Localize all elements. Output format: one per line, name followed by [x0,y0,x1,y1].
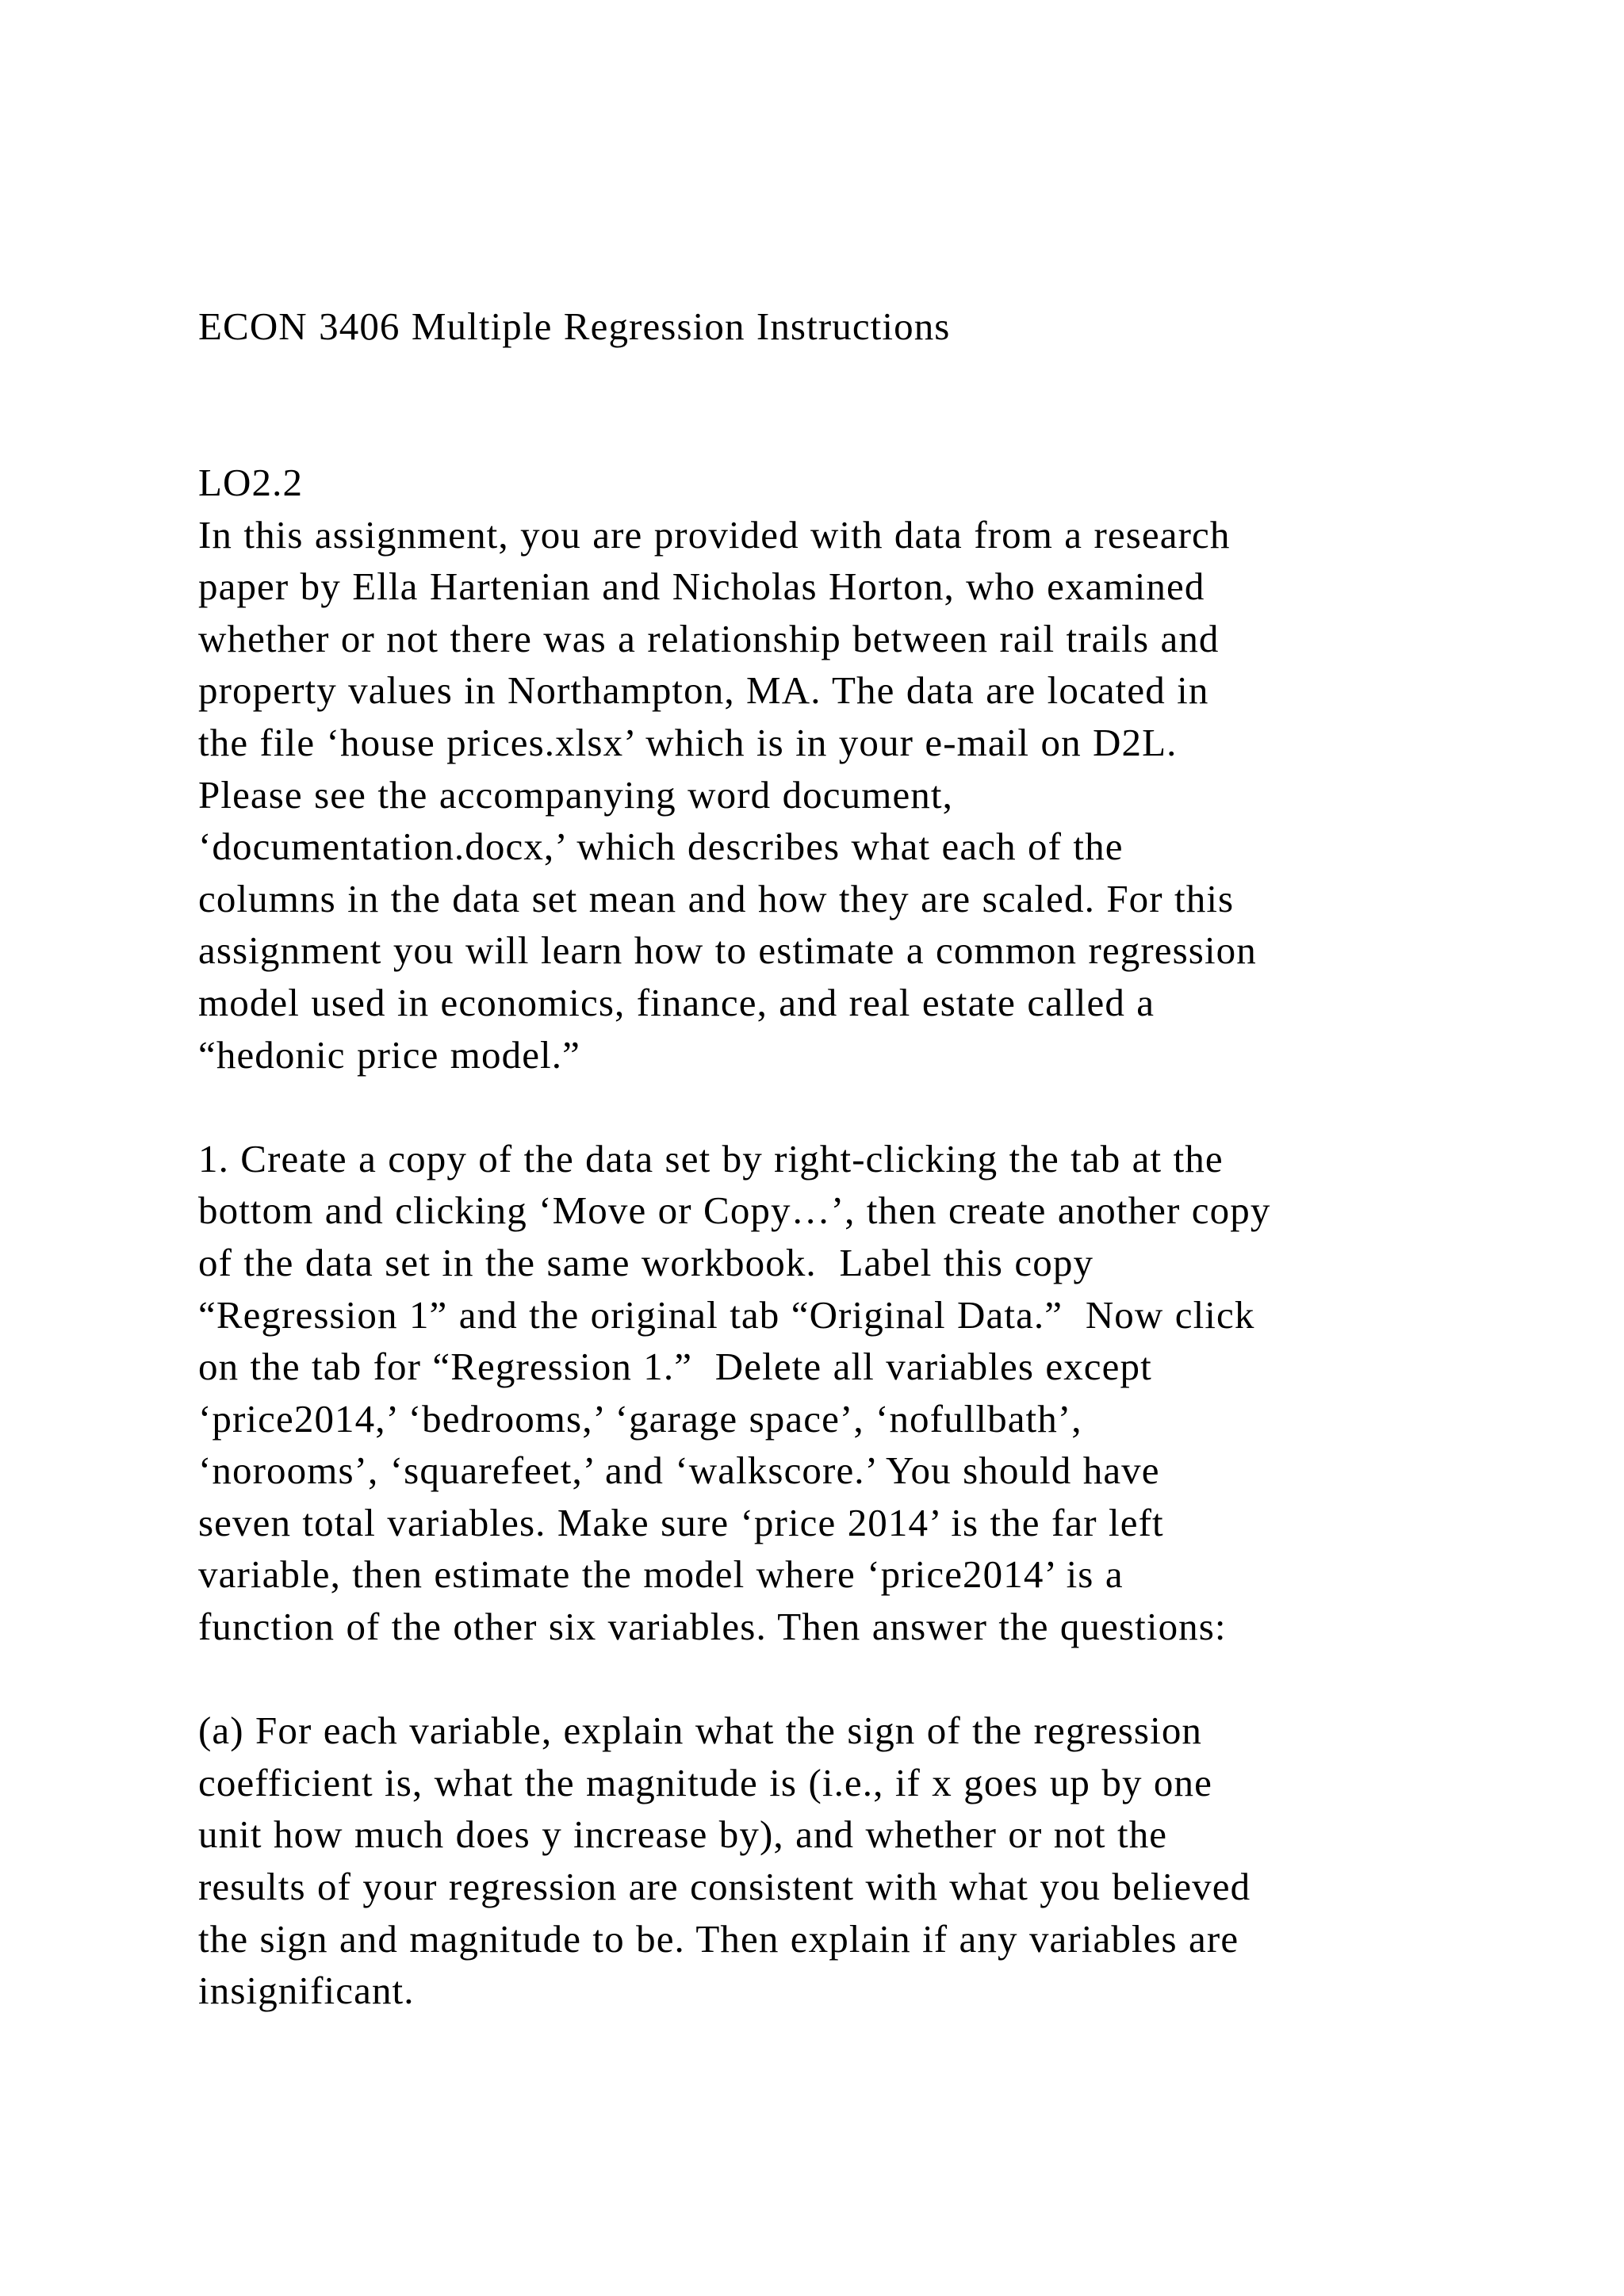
intro-paragraph-line: “hedonic price model.” [198,1032,580,1077]
intro-paragraph-line: paper by Ella Hartenian and Nicholas Horton, who examined [198,564,1205,609]
question-a-line: the sign and magnitude to be. Then explain if any variables are [198,1916,1239,1961]
step-1-line: of the data set in the same workbook. Label this copy [198,1240,1094,1284]
question-a-line: (a) For each variable, explain what the sign of the regression [198,1709,1203,1753]
step-1-line: ‘price2014,’ ‘bedrooms,’ ‘garage space’, ‘nofullbath’, [198,1396,1082,1441]
blank-line [198,1653,1499,1705]
section-label: LO2.2 [198,461,304,504]
intro-paragraph-line: In this assignment, you are provided with data from a research [198,512,1231,557]
blank-line [198,1081,1499,1133]
question-a-line: results of your regression are consistent with what you believed [198,1865,1251,1909]
question-a-line: coefficient is, what the magnitude is (i.e., if x goes up by one [198,1760,1212,1804]
document-body [198,457,1499,2017]
intro-paragraph-line: assignment you will learn how to estimate a common regression [198,928,1257,973]
step-1-line: variable, then estimate the model where ‘price2014’ is a [198,1552,1124,1597]
intro-paragraph-line: property values in Northampton, MA. The data are located in [198,668,1209,713]
intro-paragraph-line: ‘documentation.docx,’ which describes what each of the [198,825,1124,869]
step-1-line: “Regression 1” and the original tab “Original Data.” Now click [198,1292,1255,1337]
step-1-line: bottom and clicking ‘Move or Copy…’, then create another copy [198,1188,1271,1233]
document-title: ECON 3406 Multiple Regression Instructions [198,304,951,348]
intro-paragraph-line: Please see the accompanying word document, [198,772,953,817]
step-1-line: 1. Create a copy of the data set by right-clicking the tab at the [198,1136,1224,1181]
step-1-line: seven total variables. Make sure ‘price 2014’ is the far left [198,1500,1164,1544]
step-1-line: function of the other six variables. Then answer the questions: [198,1605,1227,1649]
intro-paragraph-line: the file ‘house prices.xlsx’ which is in your e-mail on D2L. [198,720,1178,764]
intro-paragraph-line: whether or not there was a relationship between rail trails and [198,616,1220,660]
question-a-line: insignificant. [198,1969,415,2013]
question-a-line: unit how much does y increase by), and whether or not the [198,1812,1168,1857]
intro-paragraph-line: model used in economics, finance, and real estate called a [198,980,1155,1024]
step-1-line: on the tab for “Regression 1.” Delete all variables except [198,1345,1152,1389]
intro-paragraph-line: columns in the data set mean and how they are scaled. For this [198,876,1235,920]
step-1-line: ‘norooms’, ‘squarefeet,’ and ‘walkscore.’ You should have [198,1448,1160,1493]
document-title-block [198,300,1499,353]
